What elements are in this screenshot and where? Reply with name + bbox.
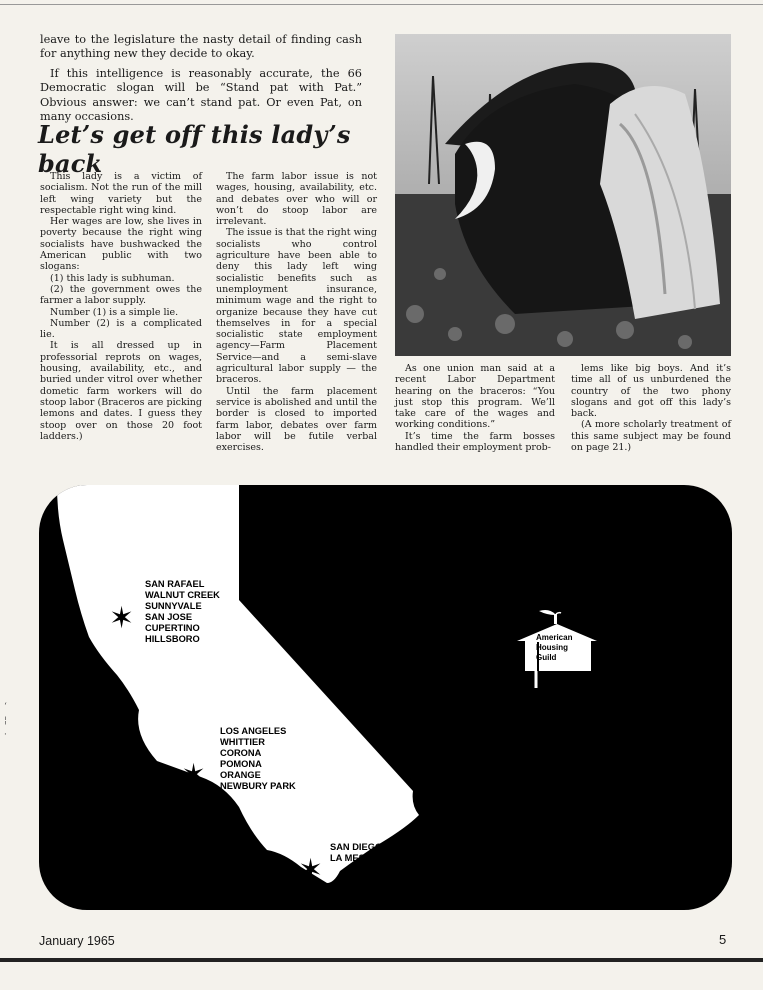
logo-line: Housing	[536, 643, 568, 652]
scan-margin-marks: ‘ ¦ ·	[4, 702, 8, 740]
city-group-san-diego	[330, 842, 382, 864]
city-group-bay-area	[145, 579, 220, 645]
article-column-4	[571, 363, 731, 453]
paragraph: As one union man said at a recent Labor Department hearing on the braceros: “You just stop this program. We’ll take care of the wages and working conditions.”	[395, 363, 555, 431]
city-label: SAN DIEGO	[330, 842, 383, 852]
city-label: CUPERTINO	[145, 623, 200, 633]
paragraph: Until the farm placement service is abolished and until the border is closed to imported farm labor, debates over farm labor will be futile verbal exercises.	[216, 385, 377, 454]
footer-date: January 1965	[39, 934, 115, 948]
top-rule	[0, 4, 763, 5]
city-label: POMONA	[220, 759, 262, 769]
california-map-ad	[39, 485, 732, 910]
city-label: SUNNYVALE	[145, 601, 202, 611]
city-label: SAN JOSE	[145, 612, 193, 622]
page-number: 5	[719, 932, 727, 947]
intro-paragraph-1: leave to the legislature the nasty detail of finding cash for anything new they decide to okay.	[40, 33, 362, 61]
logo-line: Guild	[536, 653, 557, 662]
city-label: LA MESA	[330, 853, 372, 863]
paragraph: It’s time the farm bosses handled their employment prob-	[395, 430, 555, 454]
location-star-icon: ✶	[298, 853, 324, 888]
paragraph: Number (2) is a complicated lie.	[40, 317, 202, 341]
article-column-2	[216, 171, 377, 453]
location-star-icon: ✶	[109, 601, 135, 636]
article-headline: Let’s get off this lady’s back	[38, 120, 351, 178]
logo-line: American	[536, 633, 573, 642]
bottom-rule	[0, 958, 763, 962]
paragraph: (2) the government owes the farmer a labor supply.	[40, 283, 202, 307]
location-star-icon: ✶	[181, 758, 207, 793]
city-label: ORANGE	[220, 770, 261, 780]
city-label: WHITTIER	[220, 737, 265, 747]
paragraph: (1) this lady is subhuman.	[50, 272, 175, 284]
city-label: WALNUT CREEK	[145, 590, 220, 600]
city-group-southern-california	[220, 726, 296, 792]
california-outline	[39, 485, 732, 910]
paragraph: (A more scholarly treatment of this same subject may be found on page 21.)	[571, 419, 731, 454]
paragraph: Her wages are low, she lives in poverty because the right wing socialists have bushwacked the American public with two slogans:	[40, 216, 202, 273]
paragraph: It is all dressed up in professorial reprots on wages, housing, availability, etc., and buried under vitrol over whether dometic farm workers will do stoop labor (Braceros are picking lemons and dates. I guess they stoop over on those 20 foot ladders.)	[40, 340, 202, 442]
city-label: HILLSBORO	[145, 634, 200, 644]
article-column-3	[395, 363, 555, 453]
paragraph: The issue is that the right wing socialists who control agriculture have been able to deny this lady left wing socialistic benefits such as unemployment insurance, minimum wage and the right to organize because they have cut themselves in for a special socialistic state employment agency—Farm Placement Service—and a semi-slave agricultural labor supply — the braceros.	[216, 227, 377, 386]
photo-illustration	[395, 34, 731, 356]
paragraph: lems like big boys. And it’s time all of us unburdened the country of the two phony slogans and got off this lady’s back.	[571, 363, 731, 420]
farmworker-photo	[395, 34, 731, 356]
paragraph: This lady is a victim of socialism. Not the run of the mill left wing variety but the respectable right wing kind.	[40, 171, 202, 216]
paragraph: The farm labor issue is not wages, housing, availability, etc. and debates over who will or won’t do stoop labor are irrelevant.	[216, 171, 377, 228]
intro-paragraph-2: If this intelligence is reasonably accurate, the 66 Democratic slogan will be “Stand pat with Pat.” Obvious answer: we can’t stand pat. Or even Pat, on many occasions.	[40, 67, 362, 123]
city-label: LOS ANGELES	[220, 726, 287, 736]
paragraph: Number (1) is a simple lie.	[50, 306, 179, 318]
article-column-1	[40, 171, 202, 442]
city-label: SAN RAFAEL	[145, 579, 205, 589]
city-label: CORONA	[220, 748, 262, 758]
american-housing-guild-logo-text	[536, 633, 572, 663]
city-label: NEWBURY PARK	[220, 781, 296, 791]
